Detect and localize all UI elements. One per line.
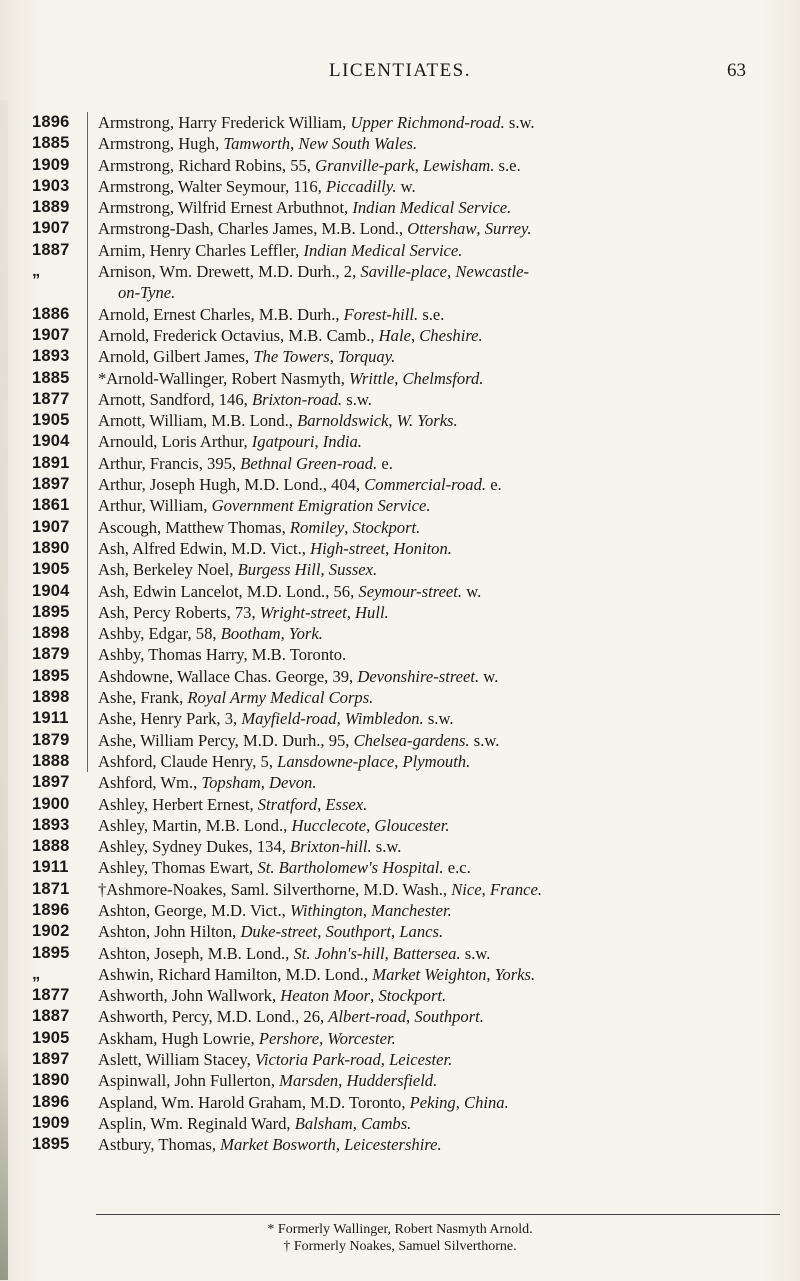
list-item <box>0 602 800 623</box>
entry-year: 1909 <box>32 155 70 174</box>
entry-text: Armstrong, Wilfrid Ernest Arbuthnot, Indian Medical Service. <box>98 198 512 218</box>
list-item <box>0 218 800 239</box>
entry-text: Ashford, Wm., Topsham, Devon. <box>98 773 317 793</box>
entry-text: Ashby, Edgar, 58, Bootham, York. <box>98 624 323 644</box>
entry-text: Asplin, Wm. Reginald Ward, Balsham, Cambs. <box>98 1113 412 1133</box>
list-item <box>0 687 800 708</box>
list-item <box>0 261 800 282</box>
entry-text: Arnott, Sandford, 146, Brixton-road. s.w. <box>98 389 372 409</box>
list-item <box>0 1049 800 1070</box>
footnotes <box>0 1221 800 1255</box>
entry-year: 1885 <box>32 134 70 153</box>
entry-text: Arnold, Gilbert James, The Towers, Torquay. <box>98 347 396 367</box>
list-item <box>0 666 800 687</box>
list-item <box>0 240 800 261</box>
list-item <box>0 325 800 346</box>
entry-year: 1888 <box>32 751 70 770</box>
entry-year: 1893 <box>32 347 70 366</box>
list-item <box>0 730 800 751</box>
list-item <box>0 921 800 942</box>
list-item <box>0 772 800 793</box>
list-item <box>0 836 800 857</box>
entry-text: Ash, Percy Roberts, 73, Wright-street, Hull. <box>98 602 389 622</box>
entry-text: Arnison, Wm. Drewett, M.D. Durh., 2, Saville-place, Newcastle- <box>98 262 530 282</box>
entry-text: Ashby, Thomas Harry, M.B. Toronto. <box>98 645 347 665</box>
entry-year: 1896 <box>32 113 70 131</box>
entry-year: 1911 <box>32 709 69 728</box>
entry-text: Ashley, Thomas Ewart, St. Bartholomew's Hospital. e.c. <box>98 858 471 878</box>
list-item <box>0 708 800 729</box>
entry-year: 1903 <box>32 176 70 195</box>
entry-year: 1900 <box>32 794 70 813</box>
entry-year: 1895 <box>32 943 70 962</box>
entry-text: Armstrong, Richard Robins, 55, Granville-park, Lewisham. s.e. <box>98 155 521 175</box>
list-item <box>0 751 800 772</box>
entry-text: Ashdowne, Wallace Chas. George, 39, Devonshire-street. w. <box>98 666 499 686</box>
entry-year: 1907 <box>32 517 70 536</box>
page-header <box>0 60 800 88</box>
list-item <box>0 346 800 367</box>
list-item <box>0 559 800 580</box>
list-item <box>0 112 800 133</box>
list-item <box>0 794 800 815</box>
list-item <box>0 155 800 176</box>
entry-year: 1897 <box>32 475 70 494</box>
entry-year: 1861 <box>32 496 70 515</box>
entry-text: Askham, Hugh Lowrie, Pershore, Worcester. <box>98 1028 396 1048</box>
entry-year: 1911 <box>32 858 69 877</box>
list-item <box>0 197 800 218</box>
list-item <box>0 304 800 325</box>
entry-year: 1905 <box>32 1028 70 1047</box>
entry-text: Ashworth, John Wallwork, Heaton Moor, Stockport. <box>98 986 447 1006</box>
entry-text: Arthur, William, Government Emigration Service. <box>98 496 431 516</box>
list-item <box>0 943 800 964</box>
entry-text: Ash, Berkeley Noel, Burgess Hill, Sussex. <box>98 560 378 580</box>
entry-year: 1877 <box>32 986 70 1005</box>
list-item <box>0 644 800 665</box>
list-item <box>0 282 800 303</box>
entry-year: 1904 <box>32 432 70 451</box>
entry-year: „ <box>32 262 41 281</box>
entry-text: Ashton, John Hilton, Duke-street, Southport, Lancs. <box>98 922 444 942</box>
list-item <box>0 857 800 878</box>
entry-text: Ashley, Herbert Ernest, Stratford, Essex. <box>98 794 368 814</box>
list-item <box>0 453 800 474</box>
entry-year: 1891 <box>32 453 70 472</box>
entry-text: Arnould, Loris Arthur, Igatpouri, India. <box>98 432 362 452</box>
list-item <box>0 1092 800 1113</box>
entry-text: Armstrong-Dash, Charles James, M.B. Lond., Ottershaw, Surrey. <box>98 219 532 239</box>
entry-year: 1879 <box>32 730 70 749</box>
list-item <box>0 1006 800 1027</box>
entry-text: Armstrong, Harry Frederick William, Upper Richmond-road. s.w. <box>98 113 535 132</box>
footnote-asterisk: * Formerly Wallinger, Robert Nasmyth Arnold. <box>267 1222 533 1237</box>
entry-text: Ashton, Joseph, M.B. Lond., St. John's-hill, Battersea. s.w. <box>98 943 491 963</box>
entry-text: Arnott, William, M.B. Lond., Barnoldswick, W. Yorks. <box>98 411 458 431</box>
list-item <box>0 623 800 644</box>
entry-text: Ashworth, Percy, M.D. Lond., 26, Albert-road, Southport. <box>98 1007 484 1027</box>
entry-text: Ashley, Sydney Dukes, 134, Brixton-hill. s.w. <box>98 837 402 857</box>
entry-year: 1893 <box>32 815 70 834</box>
licentiates-list <box>0 112 800 1156</box>
entry-year: 1886 <box>32 304 70 323</box>
list-item <box>0 133 800 154</box>
entry-text: Ashford, Claude Henry, 5, Lansdowne-place, Plymouth. <box>98 751 471 771</box>
entry-text: Arnold, Frederick Octavius, M.B. Camb., Hale, Cheshire. <box>98 325 483 345</box>
list-item <box>0 1028 800 1049</box>
entry-text: Ashe, Henry Park, 3, Mayfield-road, Wimbledon. s.w. <box>98 709 454 729</box>
entry-year: 1897 <box>32 773 70 792</box>
entry-year: 1896 <box>32 900 70 919</box>
list-item <box>0 389 800 410</box>
list-item <box>0 1113 800 1134</box>
entry-text: Ashwin, Richard Hamilton, M.D. Lond., Market Weighton, Yorks. <box>98 964 536 984</box>
entry-year: 1895 <box>32 1135 70 1154</box>
entry-year: 1877 <box>32 389 70 408</box>
entry-year: 1879 <box>32 645 70 664</box>
entry-text: †Ashmore-Noakes, Saml. Silverthorne, M.D. Wash., Nice, France. <box>98 879 543 899</box>
entry-year: 1905 <box>32 411 70 430</box>
list-item <box>0 517 800 538</box>
entry-year: 1890 <box>32 1071 70 1090</box>
entry-text: Arnim, Henry Charles Leffler, Indian Medical Service. <box>98 240 463 260</box>
list-item <box>0 474 800 495</box>
list-item <box>0 879 800 900</box>
entry-text: Ash, Alfred Edwin, M.D. Vict., High-street, Honiton. <box>98 538 452 558</box>
entry-year: 1896 <box>32 1092 70 1111</box>
entry-year: 1887 <box>32 240 70 259</box>
page-number: 63 <box>727 60 746 81</box>
entry-text: Ashe, William Percy, M.D. Durh., 95, Chelsea-gardens. s.w. <box>98 730 500 750</box>
entry-year: 1889 <box>32 198 70 217</box>
entry-text: on-Tyne. <box>118 283 176 303</box>
list-item <box>0 410 800 431</box>
entry-year: 1897 <box>32 1050 70 1069</box>
entry-year: 1895 <box>32 666 70 685</box>
entry-year: 1895 <box>32 602 70 621</box>
entry-year: 1902 <box>32 922 70 941</box>
entry-text: Armstrong, Walter Seymour, 116, Piccadilly. w. <box>98 176 416 196</box>
entry-year: 1907 <box>32 219 70 238</box>
entry-text: Ashley, Martin, M.B. Lond., Hucclecote, Gloucester. <box>98 815 450 835</box>
entry-year: 1907 <box>32 325 70 344</box>
list-item <box>0 815 800 836</box>
entry-text: Ashe, Frank, Royal Army Medical Corps. <box>98 688 374 708</box>
list-item <box>0 431 800 452</box>
list-item <box>0 1134 800 1155</box>
entry-text: Astbury, Thomas, Market Bosworth, Leicestershire. <box>98 1135 442 1155</box>
entry-text: Ascough, Matthew Thomas, Romiley, Stockport. <box>98 517 421 537</box>
list-item <box>0 176 800 197</box>
entry-year: 1898 <box>32 688 70 707</box>
entry-year: „ <box>32 964 41 983</box>
entry-year: 1909 <box>32 1113 70 1132</box>
entry-year: 1890 <box>32 538 70 557</box>
entry-text: Arnold, Ernest Charles, M.B. Durh., Forest-hill. s.e. <box>98 304 445 324</box>
list-item <box>0 964 800 985</box>
entry-text: Arthur, Joseph Hugh, M.D. Lond., 404, Commercial-road. e. <box>98 475 502 495</box>
entry-text: Ashton, George, M.D. Vict., Withington, Manchester. <box>98 900 452 920</box>
entry-year: 1905 <box>32 560 70 579</box>
list-item <box>0 495 800 516</box>
list-item <box>0 1070 800 1091</box>
list-item <box>0 900 800 921</box>
entry-text: Ash, Edwin Lancelot, M.D. Lond., 56, Seymour-street. w. <box>98 581 482 601</box>
entry-text: Aspinwall, John Fullerton, Marsden, Huddersfield. <box>98 1071 438 1091</box>
footnote-rule <box>96 1214 780 1215</box>
entry-year: 1888 <box>32 837 70 856</box>
entry-year: 1898 <box>32 624 70 643</box>
list-item <box>0 985 800 1006</box>
footnote-dagger: † Formerly Noakes, Samuel Silverthorne. <box>283 1239 517 1254</box>
entry-text: Armstrong, Hugh, Tamworth, New South Wales. <box>98 134 418 154</box>
list-item <box>0 581 800 602</box>
entry-text: *Arnold-Wallinger, Robert Nasmyth, Writtle, Chelmsford. <box>98 368 484 388</box>
entry-text: Arthur, Francis, 395, Bethnal Green-road. e. <box>98 453 393 473</box>
list-item <box>0 538 800 559</box>
entry-year: 1871 <box>32 879 70 898</box>
entry-year: 1885 <box>32 368 70 387</box>
running-title: LICENTIATES. <box>328 60 471 81</box>
entry-year: 1887 <box>32 1007 70 1026</box>
entry-text: Aspland, Wm. Harold Graham, M.D. Toronto, Peking, China. <box>98 1092 509 1112</box>
list-item <box>0 368 800 389</box>
entry-year: 1904 <box>32 581 70 600</box>
entry-text: Aslett, William Stacey, Victoria Park-road, Leicester. <box>98 1050 453 1070</box>
